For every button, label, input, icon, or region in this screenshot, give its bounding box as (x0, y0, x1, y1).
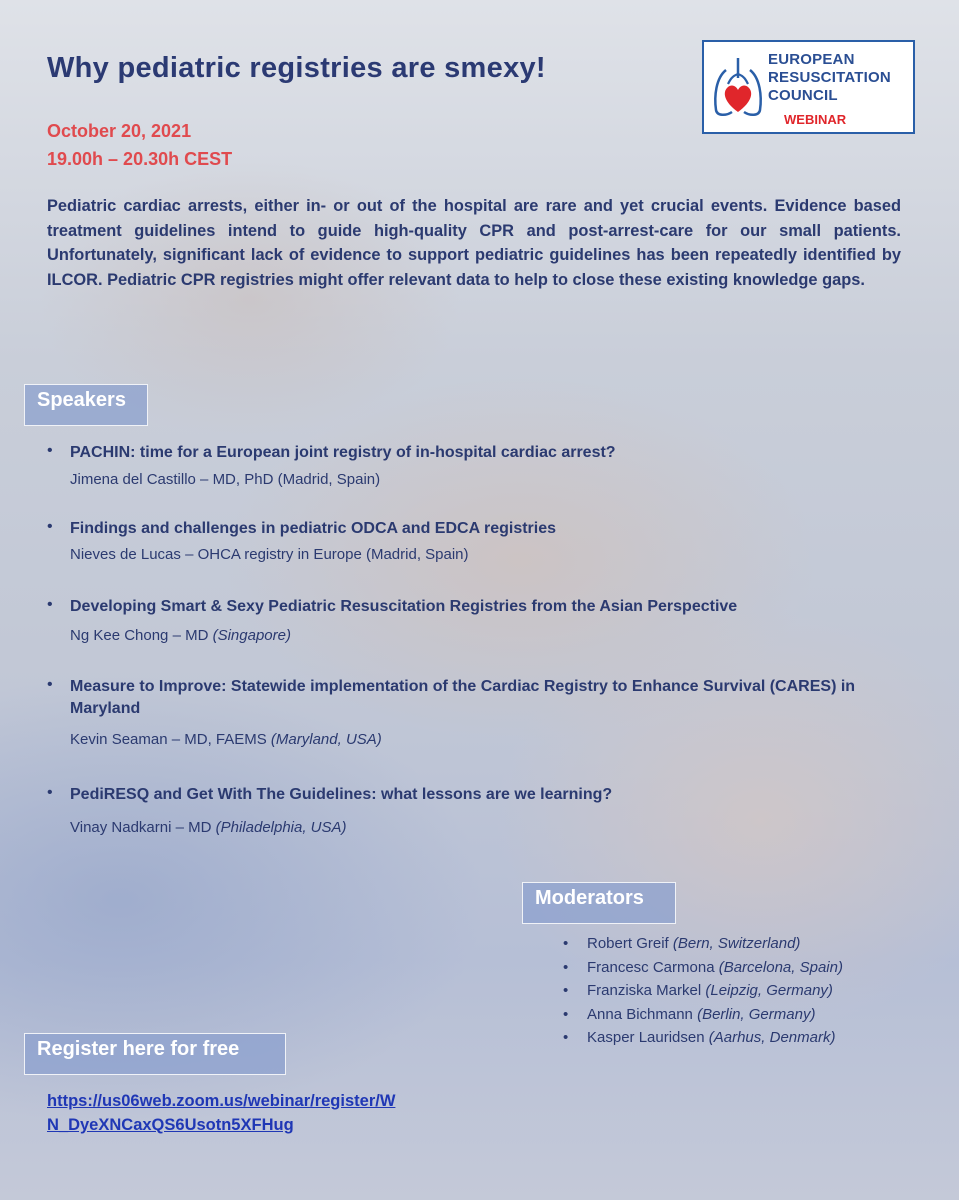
logo-line-1: EUROPEAN (768, 51, 855, 68)
page-title: Why pediatric registries are smexy! (47, 52, 546, 84)
speaker-location: (Singapore) (212, 627, 291, 644)
moderator-name: Kasper Lauridsen (587, 1029, 709, 1046)
moderator-location: (Bern, Switzerland) (672, 935, 801, 952)
moderator-location: (Berlin, Germany) (697, 1005, 816, 1023)
lungs-heart-icon (712, 52, 764, 124)
moderator-name: Robert Greif (587, 935, 673, 952)
event-datetime (47, 117, 232, 173)
logo-line-3: COUNCIL (768, 87, 838, 104)
logo-webinar: WEBINAR (784, 112, 847, 127)
moderator-name: Anna Bichmann (587, 1005, 698, 1023)
moderator-location: (Aarhus, Denmark) (708, 1029, 836, 1046)
speaker-name: Vinay Nadkarni – MD (70, 819, 216, 836)
moderator-location: (Leipzig, Germany) (705, 982, 833, 999)
intro-paragraph: Pediatric cardiac arrests, either in- or out of the hospital are rare and yet crucial events. Evidence based treatment guidelines intend to guide high-quality CPR and post-arrest-care for our small patients. Unfortunately, significant lack of evidence to support pediatric guidelines has been repeatedly identified by ILCOR. Pediatric CPR registries might offer relevant data to help to close these existing knowledge gaps. (47, 197, 901, 289)
talk-title: PACHIN: time for a European joint registry of in-hospital cardiac arrest? (70, 444, 616, 461)
speaker-name: Kevin Seaman – MD, FAEMS (70, 731, 271, 748)
speakers-heading: Speakers (24, 384, 148, 426)
talk-speaker (70, 545, 469, 565)
speaker-location: (Maryland, USA) (270, 731, 382, 748)
moderator-location: (Barcelona, Spain) (718, 958, 843, 976)
moderator-name: Franziska Markel (587, 982, 706, 999)
register-link[interactable]: https://us06web.zoom.us/webinar/register/WN_DyeXNCaxQS6Usotn5XFHug (47, 1092, 396, 1134)
talk-title: Developing Smart & Sexy Pediatric Resuscitation Registries from the Asian Perspective (70, 598, 738, 615)
logo-text (768, 51, 891, 105)
moderators-heading: Moderators (522, 882, 676, 924)
speaker-location: (Philadelphia, USA) (215, 819, 347, 836)
talk-speaker (70, 626, 291, 646)
event-time: 19.00h – 20.30h CEST (47, 149, 233, 169)
talk-title: PediRESQ and Get With The Guidelines: what lessons are we learning? (70, 786, 613, 803)
talk-speaker (70, 470, 380, 490)
event-date: October 20, 2021 (47, 121, 192, 141)
bullet: • (47, 518, 53, 535)
bullet: • (47, 676, 53, 693)
register-heading: Register here for free (24, 1033, 286, 1075)
talk-title: Findings and challenges in pediatric ODCA and EDCA registries (70, 520, 557, 537)
talk-speaker (70, 730, 382, 750)
talk-title: Measure to Improve: Statewide implementation of the Cardiac Registry to Enhance Survival (CARES) in Maryland (70, 678, 856, 717)
moderator-name: Francesc Carmona (587, 958, 719, 976)
speaker-name: Nieves de Lucas – OHCA registry in Europe (Madrid, Spain) (70, 546, 469, 563)
speaker-name: Ng Kee Chong – MD (70, 627, 213, 644)
logo-line-2: RESUSCITATION (768, 69, 891, 86)
bullet: • (47, 596, 53, 613)
bullet: • (47, 784, 53, 801)
talk-speaker (70, 818, 347, 838)
speaker-name: Jimena del Castillo – MD, PhD (Madrid, Spain) (70, 471, 381, 488)
bullet: • (47, 442, 53, 459)
erc-logo (702, 40, 915, 134)
